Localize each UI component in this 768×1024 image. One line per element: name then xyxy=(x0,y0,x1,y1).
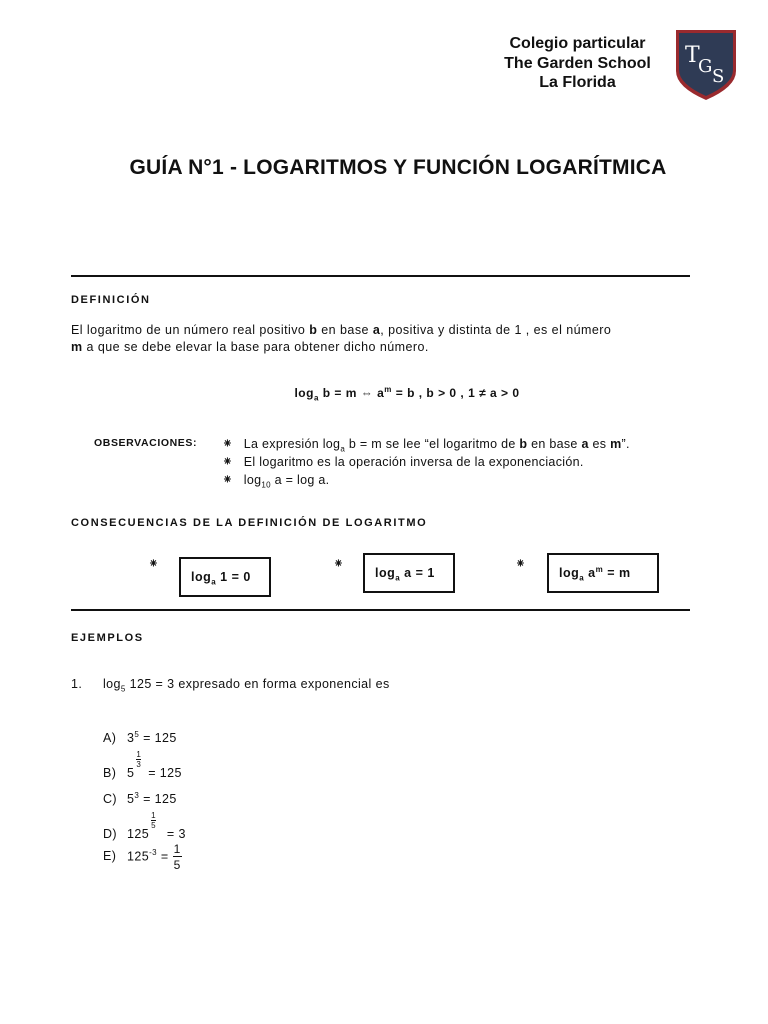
opt-rest: = 125 xyxy=(139,792,177,806)
page-title: GUÍA N°1 - LOGARITMOS Y FUNCIÓN LOGARÍTMICA xyxy=(129,156,667,179)
obs-sub: a xyxy=(340,444,346,454)
opt-exp: 5 xyxy=(134,729,140,739)
box-sub: a xyxy=(395,573,401,583)
obs-item xyxy=(222,435,630,453)
option-letter: B) xyxy=(103,766,117,780)
school-crest-logo xyxy=(673,27,739,103)
asterisk-icon: ⁕ xyxy=(222,472,234,487)
def-a: a xyxy=(372,323,381,337)
option-letter: C) xyxy=(103,792,117,806)
option-letter: D) xyxy=(103,827,117,841)
opt-rest: = 125 xyxy=(144,766,182,780)
opt-fraction xyxy=(173,843,182,871)
obs-text: b = m se lee “el logaritmo de xyxy=(345,437,520,451)
option-letter: E) xyxy=(103,849,117,864)
box-log: log xyxy=(191,570,212,584)
obs-bold: m xyxy=(610,437,622,451)
frac-num: 1 xyxy=(136,750,142,759)
q-sub: 5 xyxy=(120,684,126,694)
definition-formula xyxy=(0,385,768,403)
observaciones-list xyxy=(222,435,630,489)
q-text: 125 = 3 expresado en forma exponencial es xyxy=(125,677,390,691)
crest-letter-s: S xyxy=(712,66,725,87)
def-text: en base xyxy=(317,323,373,337)
def-text: , positiva y distinta de 1 , es el número xyxy=(380,323,612,337)
asterisk-icon: ⁕ xyxy=(222,436,234,451)
obs-item xyxy=(222,471,630,489)
option-b[interactable] xyxy=(103,750,182,780)
obs-text: La expresión log xyxy=(243,437,341,451)
def-text: a que se debe elevar la base para obtener dicho número. xyxy=(82,340,429,354)
opt-base: 125 xyxy=(127,827,150,841)
opt-base: 5 xyxy=(127,792,135,806)
opt-fraction-exp xyxy=(149,811,163,838)
formula-exp: m xyxy=(384,385,392,394)
option-c[interactable] xyxy=(103,792,177,806)
box-sub: a xyxy=(579,573,585,583)
formula-part: = b , b > 0 , 1 ≠ a > 0 xyxy=(391,386,520,400)
opt-exp: 3 xyxy=(134,790,140,800)
box-sup: m xyxy=(595,564,604,574)
formula-log: log xyxy=(294,386,314,400)
option-a[interactable] xyxy=(103,731,177,745)
obs-bold: a xyxy=(581,437,589,451)
option-e[interactable] xyxy=(103,843,182,871)
consecuencias-heading: CONSECUENCIAS DE LA DEFINICIÓN DE LOGARITMO xyxy=(71,517,428,529)
box-rest: = m xyxy=(603,566,631,580)
opt-rest: = 3 xyxy=(163,827,186,841)
frac-num: 1 xyxy=(151,811,156,820)
obs-text: El logaritmo es la operación inversa de la exponenciación. xyxy=(243,455,584,469)
frac-den: 5 xyxy=(151,821,156,830)
formula-base: a xyxy=(313,393,319,403)
frac-num: 1 xyxy=(173,842,181,856)
def-m: m xyxy=(71,340,83,354)
obs-text: ”. xyxy=(621,437,630,451)
consequence-box-2 xyxy=(363,553,455,593)
def-b: b xyxy=(309,323,318,337)
obs-text: a = log a. xyxy=(270,473,330,487)
asterisk-icon: ⁕ xyxy=(222,454,234,469)
box-mid: a xyxy=(584,566,596,580)
definicion-line-1 xyxy=(71,322,696,339)
top-rule xyxy=(71,275,690,277)
def-text: El logaritmo de un número real positivo xyxy=(71,323,310,337)
school-line-1: Colegio particular xyxy=(509,35,646,52)
question-number: 1. xyxy=(71,677,83,691)
asterisk-icon: ⁕ xyxy=(148,556,159,571)
obs-bold: b xyxy=(519,437,528,451)
opt-base: 5 xyxy=(127,766,135,780)
school-line-2: The Garden School xyxy=(504,54,651,72)
ejemplos-heading: EJEMPLOS xyxy=(71,632,144,644)
middle-rule xyxy=(71,609,690,611)
opt-rest: = xyxy=(156,849,169,864)
observaciones-label: OBSERVACIONES: xyxy=(94,437,198,449)
opt-base: 125 xyxy=(127,849,150,864)
obs-sub: 10 xyxy=(261,480,271,490)
box-rest: a = 1 xyxy=(400,566,435,580)
opt-rest: = 125 xyxy=(139,731,177,745)
frac-den: 3 xyxy=(136,760,142,769)
box-rest: 1 = 0 xyxy=(216,570,251,584)
obs-text: log xyxy=(243,473,262,487)
box-sub: a xyxy=(211,577,217,587)
formula-part: b = m ⇔ a xyxy=(318,386,385,400)
option-d[interactable] xyxy=(103,811,186,841)
option-letter: A) xyxy=(103,731,117,745)
obs-item xyxy=(222,453,630,471)
frac-den: 5 xyxy=(173,858,181,872)
question-1 xyxy=(71,677,390,694)
school-line-3: La Florida xyxy=(539,74,616,91)
box-log: log xyxy=(375,566,396,580)
opt-base: 3 xyxy=(127,731,135,745)
definicion-heading: DEFINICIÓN xyxy=(71,294,151,306)
asterisk-icon: ⁕ xyxy=(515,556,526,571)
crest-letter-t: T xyxy=(685,43,700,68)
obs-text: es xyxy=(588,437,611,451)
consequence-box-1 xyxy=(179,557,271,597)
school-name xyxy=(470,34,685,93)
definicion-line-2 xyxy=(71,339,696,356)
definicion-paragraph xyxy=(71,322,696,356)
opt-exp: -3 xyxy=(149,848,157,858)
crest-letter-g: G xyxy=(698,56,713,77)
asterisk-icon: ⁕ xyxy=(333,556,344,571)
q-log: log xyxy=(103,677,121,691)
consequence-box-3 xyxy=(547,553,659,593)
obs-text: en base xyxy=(527,437,582,451)
opt-fraction-exp xyxy=(134,750,144,777)
box-log: log xyxy=(559,566,580,580)
